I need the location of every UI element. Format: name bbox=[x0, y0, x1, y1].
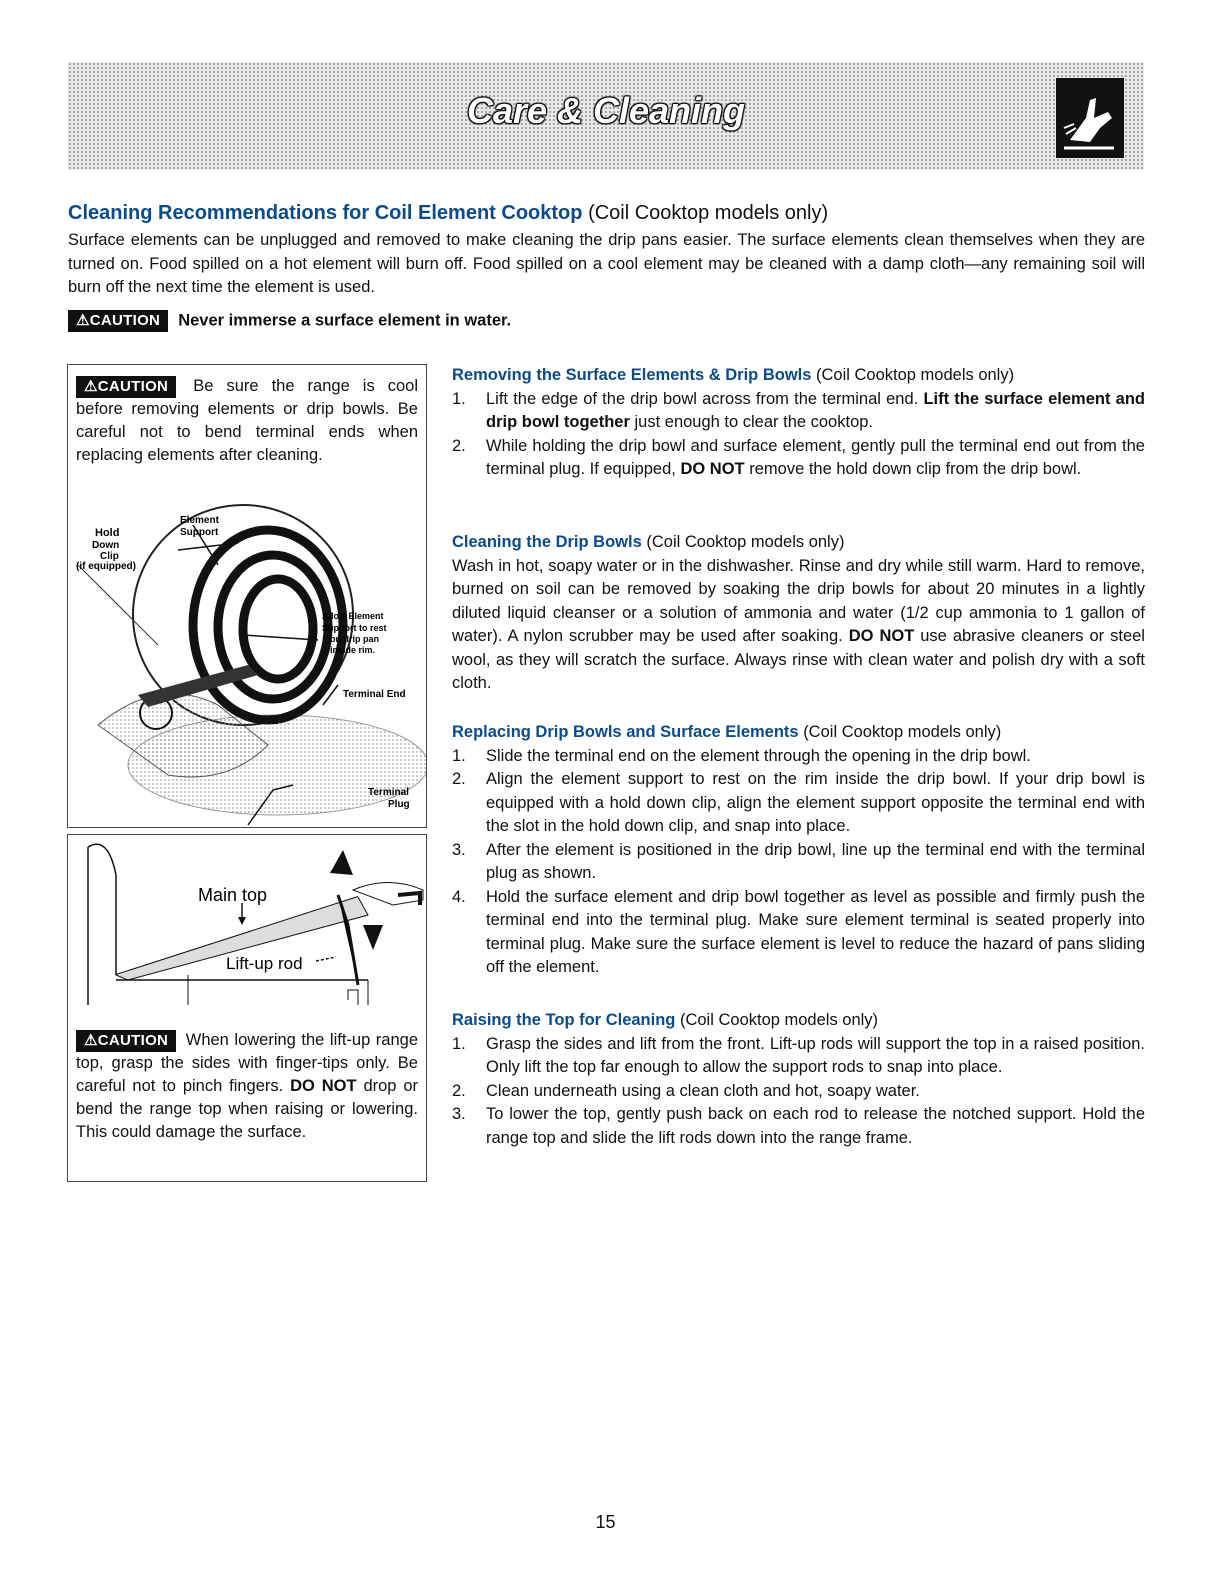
caution-box-elements bbox=[67, 364, 427, 828]
list-item bbox=[452, 1080, 1145, 1104]
label-clip: Clip bbox=[100, 551, 119, 562]
caution-box-text bbox=[68, 365, 426, 467]
box1-text: Be sure the range is cool before removing elements or drip bowls. Be careful not to bend terminal ends when replacing elements after cleaning. bbox=[76, 377, 418, 464]
cleaning-hand-icon bbox=[1056, 78, 1124, 158]
item-text: Grasp the sides and lift from the front. Lift-up rods will support the top in a raised position. Only lift the top far enough to allow the support rods to snap into place. bbox=[486, 1034, 1145, 1076]
item-text: Slide the terminal end on the element through the opening in the drip bowl. bbox=[486, 746, 1031, 765]
paragraph-text: use abrasive cleaners or steel wool, as they will scratch the surface. Always rinse with clean water and polish dry with a soft cloth. bbox=[452, 627, 1145, 692]
section-title bbox=[452, 1009, 1145, 1033]
label-plug: Plug bbox=[388, 799, 410, 810]
title-bold: Raising the Top for Cleaning bbox=[452, 1011, 676, 1029]
label-lift-up-rod: Lift-up rod bbox=[226, 954, 303, 973]
item-text: Lift the edge of the drip bowl across from the terminal end. bbox=[486, 389, 919, 408]
label-main-top: Main top bbox=[198, 885, 268, 905]
title-bold: Replacing Drip Bowls and Surface Elements bbox=[452, 723, 799, 741]
item-text: Align the element support to rest on the rim inside the drip bowl. If your drip bowl is equipped with a hold down clip, align the element support opposite the terminal end with the slot in the hold down clip, and snap into place. bbox=[486, 770, 1145, 835]
main-caution-text: Never immerse a surface element in water. bbox=[178, 311, 512, 330]
item-number: 3. bbox=[452, 1105, 466, 1123]
paragraph-bold: DO NOT bbox=[848, 627, 915, 645]
item-text: To lower the top, gently push back on each rod to release the notched support. Hold the range top and slide the lift rods down into the range frame. bbox=[486, 1105, 1145, 1147]
box2-text-a: When lowering the lift-up range top, grasp the sides with finger-tips only. Be careful not to pinch fingers. bbox=[76, 1031, 418, 1095]
page-title: Care & Cleaning bbox=[466, 90, 746, 131]
list-item bbox=[452, 435, 1145, 482]
item-number: 4. bbox=[452, 887, 466, 906]
item-number: 2. bbox=[452, 436, 466, 455]
item-number: 1. bbox=[452, 389, 466, 408]
label-element: Element bbox=[180, 515, 219, 526]
section-cleaning bbox=[452, 531, 1145, 696]
label-support: Support bbox=[180, 527, 219, 538]
label-terminal-end: Terminal End bbox=[343, 689, 406, 700]
caution-label: CAUTION bbox=[97, 1031, 169, 1049]
item-text: After the element is positioned in the drip bowl, line up the terminal end with the terminal plug as shown. bbox=[486, 840, 1145, 882]
caution-badge: ⚠CAUTION bbox=[76, 1030, 176, 1052]
item-number: 1. bbox=[452, 1034, 466, 1053]
title-qualifier: (Coil Cooktop models only) bbox=[816, 366, 1015, 384]
label-support-to-rest: Support to rest bbox=[322, 623, 387, 633]
label-on-drip-pan: on drip pan bbox=[330, 634, 379, 644]
item-number: 2. bbox=[452, 770, 466, 788]
caution-box-lift-top bbox=[67, 834, 427, 1182]
paragraph-text: Wash in hot, soapy water or in the dishwasher. Rinse and dry while still warm. Hard to remove, burned on soil can be removed by soaking the drip bowls for about 20 minutes in a lightly diluted liquid cleanser or a solution of ammonia and water (1/2 cup ammonia to 1 gallon of water). A nylon scrubber may be used after soaking. bbox=[452, 556, 1145, 645]
heading-qualifier: (Coil Cooktop models only) bbox=[588, 202, 829, 224]
caution-badge: ⚠CAUTION bbox=[76, 376, 176, 398]
section-replacing bbox=[452, 721, 1145, 980]
caution-badge: ⚠CAUTION bbox=[68, 310, 168, 332]
label-inside-rim: inside rim. bbox=[330, 645, 376, 655]
item-number: 2. bbox=[452, 1081, 466, 1100]
section-removing bbox=[452, 364, 1145, 482]
item-text: Hold the surface element and drip bowl together as level as possible and firmly push the terminal end into the terminal plug. Make sure element terminal is seated properly into terminal plug. Make sure the surface element is level to reduce the hazard of pans sliding off the element. bbox=[486, 887, 1145, 976]
main-caution bbox=[68, 310, 511, 332]
list-item bbox=[452, 839, 1145, 886]
lift-up-top-illustration bbox=[68, 835, 426, 1005]
label-if-equipped: (if equipped) bbox=[76, 561, 136, 572]
page-number: 15 bbox=[595, 1512, 616, 1532]
section-title bbox=[452, 364, 1145, 388]
header-banner bbox=[68, 62, 1144, 170]
list-item bbox=[452, 768, 1145, 839]
item-text: While holding the drip bowl and surface element, gently pull the terminal end out from the terminal plug. If equipped, bbox=[486, 436, 1145, 478]
item-number: 3. bbox=[452, 840, 466, 859]
intro-paragraph: Surface elements can be unplugged and removed to make cleaning the drip pans easier. The surface elements clean themselves when they are turned on. Food spilled on a hot element will burn off. Food spilled on a cool element may be cleaned with a damp cloth—any remaining soil will burn off the next time the element is used. bbox=[68, 231, 1145, 296]
item-bold: DO NOT bbox=[680, 460, 745, 478]
coil-element-illustration bbox=[68, 475, 426, 827]
steps-list bbox=[452, 388, 1145, 482]
title-qualifier: (Coil Cooktop models only) bbox=[803, 723, 1002, 741]
list-item bbox=[452, 1103, 1145, 1150]
section-heading bbox=[68, 200, 1148, 226]
caution-box-text bbox=[68, 1019, 426, 1144]
section-title bbox=[452, 531, 1145, 555]
label-down: Down bbox=[92, 540, 120, 551]
cleaning-paragraph bbox=[452, 555, 1145, 696]
steps-list bbox=[452, 745, 1145, 980]
item-bold: Lift the surface element and drip bowl together bbox=[486, 389, 1145, 431]
list-item bbox=[452, 388, 1145, 435]
item-text: Clean underneath using a clean cloth and hot, soapy water. bbox=[486, 1081, 920, 1100]
list-item bbox=[452, 886, 1145, 980]
box2-text-b: drop or bend the range top when raising or lowering. This could damage the surface. bbox=[76, 1077, 418, 1141]
steps-list bbox=[452, 1033, 1145, 1151]
title-bold: Cleaning the Drip Bowls bbox=[452, 533, 642, 551]
item-text: just enough to clear the cooktop. bbox=[634, 413, 874, 431]
list-item bbox=[452, 1033, 1145, 1080]
list-item bbox=[452, 745, 1145, 769]
label-terminal: Terminal bbox=[368, 787, 409, 798]
item-text: remove the hold down clip from the drip bowl. bbox=[749, 460, 1082, 478]
item-number: 1. bbox=[452, 746, 466, 765]
section-title bbox=[452, 721, 1145, 745]
caution-label: CAUTION bbox=[89, 312, 161, 329]
title-bold: Removing the Surface Elements & Drip Bowls bbox=[452, 366, 812, 384]
section-raising bbox=[452, 1009, 1145, 1150]
label-allow-element: Allow Element bbox=[322, 611, 384, 621]
caution-label: CAUTION bbox=[97, 377, 169, 395]
heading-bold: Cleaning Recommendations for Coil Element Cooktop bbox=[68, 202, 583, 224]
label-hold: Hold bbox=[95, 527, 120, 539]
box2-do-not: DO NOT bbox=[290, 1077, 357, 1095]
title-qualifier: (Coil Cooktop models only) bbox=[679, 1011, 879, 1029]
title-qualifier: (Coil Cooktop models only) bbox=[646, 533, 845, 551]
